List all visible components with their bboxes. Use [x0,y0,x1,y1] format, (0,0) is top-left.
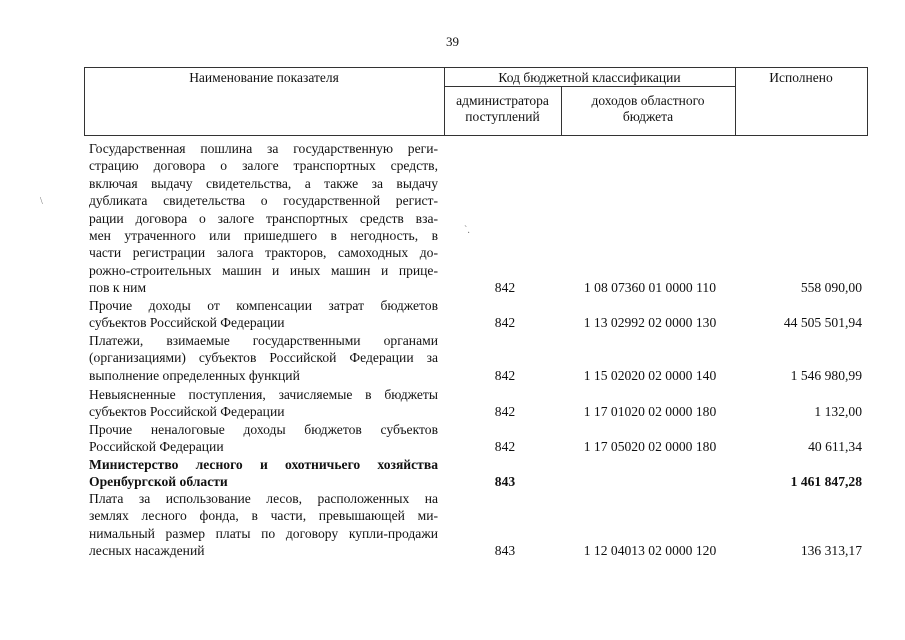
row-name-line: субъектов Российской Федерации [89,404,285,420]
row-executed-amount: 1 546 980,99 [790,367,862,383]
scan-artifact-mark: `. [464,225,470,236]
header-top-border [84,67,868,68]
scan-artifact-mark: \ [40,196,43,207]
header-kbk-column: Код бюджетной классификации [498,70,681,85]
row-name-line: Министерство лесного и охотничьего хозяйства [89,457,438,472]
row-name-line: Плата за использование лесов, расположенных на [89,491,438,506]
row-name-line: выполнение определенных функций [89,367,300,383]
header-executed-column: Исполнено [769,70,833,85]
row-admin-code: 842 [494,367,516,383]
header-right-border [867,67,868,136]
row-name-line: рации договора о залоге транспортных средств вза- [89,210,438,226]
row-executed-amount: 1 461 847,28 [790,474,862,490]
header-admin-line1: администратора [456,93,549,108]
row-name-line: страцию договора о залоге транспортных средств, [89,158,438,174]
row-executed-amount: 40 611,34 [808,439,862,455]
row-name-line: части регистрации залога тракторов, самоходных до- [89,245,438,261]
row-name-line: Прочие неналоговые доходы бюджетов субъектов [89,422,438,437]
row-admin-code: 842 [494,315,516,331]
row-admin-code: 843 [494,474,516,490]
row-name-line: пов к ним [89,280,147,296]
row-income-code: 1 17 05020 02 0000 180 [583,439,717,455]
header-name-column: Наименование показателя [189,70,339,85]
row-income-code: 1 15 02020 02 0000 140 [583,367,717,383]
row-income-code: 1 17 01020 02 0000 180 [583,404,717,420]
row-name-line: Платежи, взимаемые государственными органами [89,333,438,348]
row-indicator-name [89,421,438,456]
row-executed-amount: 136 313,17 [800,543,862,559]
row-name-line: лесных насаждений [89,543,205,559]
header-admin-subcolumn [444,93,561,125]
row-name-line: Оренбургской области [89,474,228,490]
header-income-line1: доходов областного [591,93,705,108]
row-executed-amount: 1 132,00 [814,404,862,420]
row-indicator-name [89,490,438,560]
row-indicator-name [89,297,438,332]
row-name-line: (организациями) субъектов Российской Федерации за [89,350,438,366]
row-name-line: Государственная пошлина за государственную реги- [89,141,438,156]
row-admin-code: 842 [494,404,516,420]
header-admin-line2: поступлений [465,109,540,124]
row-name-line: Российской Федерации [89,439,224,455]
row-admin-code: 843 [494,543,516,559]
page-number: 39 [446,34,459,49]
row-name-line: рожно-строительных машин и иных машин и прице- [89,262,438,278]
row-income-code: 1 13 02992 02 0000 130 [583,315,717,331]
row-name-line: Невыясненные поступления, зачисляемые в бюджеты [89,387,438,402]
header-income-line2: бюджета [622,109,674,124]
row-indicator-name [89,456,438,491]
header-bottom-border [84,135,868,136]
header-income-subcolumn [561,93,735,125]
row-income-code: 1 08 07360 01 0000 110 [583,280,717,296]
row-name-line: Прочие доходы от компенсации затрат бюджетов [89,298,438,313]
row-executed-amount: 44 505 501,94 [783,315,862,331]
row-admin-code: 842 [494,280,516,296]
row-indicator-name [89,332,438,384]
row-name-line: субъектов Российской Федерации [89,315,285,331]
row-name-line: землях лесного фонда, в части, превышающей ми- [89,508,438,524]
row-admin-code: 842 [494,439,516,455]
row-name-line: дубликата свидетельства о государственной регист- [89,193,438,209]
row-name-line: включая выдачу свидетельства, а также за выдачу [89,175,438,191]
row-name-line: мен утраченного или пришедшего в негодность, в [89,227,438,243]
row-name-line: нимальный размер платы по договору купли-продажи [89,525,438,541]
row-indicator-name [89,140,438,297]
row-indicator-name [89,386,438,421]
table-header [84,67,868,136]
row-income-code: 1 12 04013 02 0000 120 [583,543,717,559]
row-executed-amount: 558 090,00 [800,280,862,296]
header-subcolumn-divider [444,86,735,87]
